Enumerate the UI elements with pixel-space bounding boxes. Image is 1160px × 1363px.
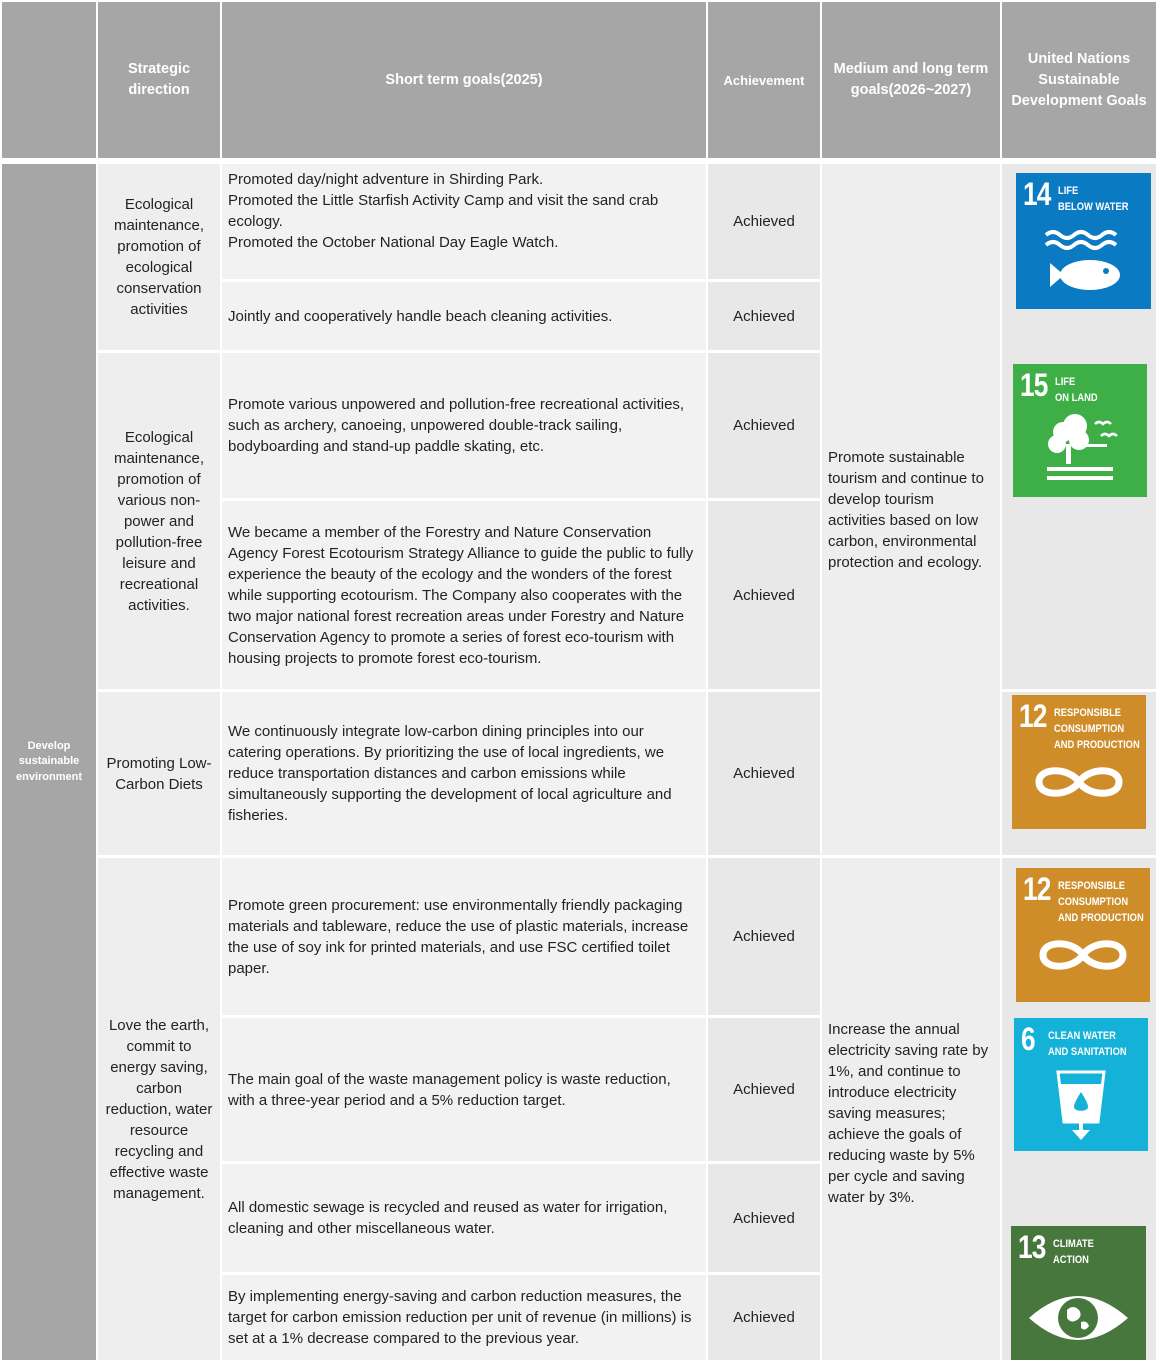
medium-long-term-goal: Increase the annual electricity saving rate by 1%, and continue to introduce electricity saving measures; achieve the goals of reducing waste by 5% per cycle and saving water by 3%. [822,858,1000,1360]
earth-eye-icon [1011,1226,1146,1360]
strategic-direction: Promoting Low-Carbon Diets [98,692,220,855]
sdg-number: 6 [1021,1021,1035,1057]
sdg-number: 14 [1023,176,1051,212]
sdg-number: 13 [1018,1229,1046,1265]
sdg-title: CLEAN WATER AND SANITATION [1048,1030,1127,1058]
achievement-status: Achieved [708,692,820,855]
short-term-goal: Promoted day/night adventure in Shirding Park. Promoted the Little Starfish Activity Camp and visit the sand crab ecology. Promoted the October National Day Eagle Watch. [222,164,706,279]
achievement-status: Achieved [708,1275,820,1360]
short-term-goal: Promote various unpowered and pollution-free recreational activities, such as archery, canoeing, unpowered double-track sailing, bodyboarding and stand-up paddle skating, etc. [222,353,706,498]
achievement-status: Achieved [708,353,820,498]
short-term-goal: By implementing energy-saving and carbon reduction measures, the target for carbon emission reduction per unit of revenue (in millions) is set at a 1% decrease compared to the previous year. [222,1275,706,1360]
section-label: Develop sustainable environment [2,164,96,1360]
sdg-number: 12 [1023,871,1051,907]
achievement-status: Achieved [708,164,820,279]
fish-icon [1016,173,1151,309]
sdg-number: 12 [1019,698,1047,734]
short-term-goal: All domestic sewage is recycled and reused as water for irrigation, cleaning and other miscellaneous water. [222,1164,706,1272]
strategic-direction: Love the earth, commit to energy saving, carbon reduction, water resource recycling and effective waste management. [98,858,220,1360]
sdg-title: RESPONSIBLE CONSUMPTION AND PRODUCTION [1054,707,1140,751]
achievement-status: Achieved [708,1018,820,1161]
medium-long-term-goal: Promote sustainable tourism and continue to develop tourism activities based on low carbon, environmental protection and ecology. [822,164,1000,855]
sdg-12-tile [1012,695,1146,829]
strategic-direction: Ecological maintenance, promotion of various non-power and pollution-free leisure and recreational activities. [98,353,220,689]
short-term-goal: Jointly and cooperatively handle beach cleaning activities. [222,282,706,350]
short-term-goal: The main goal of the waste management policy is waste reduction, with a three-year period and a 5% reduction target. [222,1018,706,1161]
sdg-title: RESPONSIBLE CONSUMPTION AND PRODUCTION [1058,880,1144,924]
tree-icon [1013,364,1147,497]
header-blank [2,2,96,158]
sdg-6-tile [1014,1018,1148,1151]
sdg-title: LIFE BELOW WATER [1058,185,1129,213]
header-medium-long-goals: Medium and long term goals(2026~2027) [822,2,1000,158]
sdg-title: LIFE ON LAND [1055,376,1098,404]
header-achievement: Achievement [708,2,820,158]
sdg-title: CLIMATE ACTION [1053,1238,1094,1266]
sdg-12-tile [1016,868,1150,1002]
short-term-goal: We became a member of the Forestry and Nature Conservation Agency Forest Ecotourism Strategy Alliance to guide the public to fully experience the beauty of the ecology and the wonders of the forest while supporting ecotourism. The Company also cooperates with the two major national forest recreation areas under Forestry and Nature Conservation Agency to promote a series of forest eco-tourism with housing projects to promote forest eco-tourism. [222,501,706,689]
short-term-goal: We continuously integrate low-carbon dining principles into our catering operations. By prioritizing the use of local ingredients, we reduce transportation distances and carbon emissions while simultaneously supporting the development of local agriculture and fisheries. [222,692,706,855]
short-term-goal: Promote green procurement: use environmentally friendly packaging materials and tableware, reduce the use of plastic materials, increase the use of soy ink for printed materials, and use FSC certified toilet paper. [222,858,706,1015]
strategic-direction: Ecological maintenance, promotion of ecological conservation activities [98,164,220,350]
achievement-status: Achieved [708,858,820,1015]
achievement-status: Achieved [708,282,820,350]
water-glass-icon [1014,1018,1148,1151]
sdg-14-tile [1016,173,1151,309]
achievement-status: Achieved [708,1164,820,1272]
achievement-status: Achieved [708,501,820,689]
sdg-15-tile [1013,364,1147,497]
header-short-term-goals: Short term goals(2025) [222,2,706,158]
infinity-icon [1016,868,1150,1002]
infinity-icon [1012,695,1146,829]
sdg-number: 15 [1020,367,1048,403]
header-strategic-direction: Strategic direction [98,2,220,158]
sdg-13-tile [1011,1226,1146,1360]
header-un-sdgs: United Nations Sustainable Development Goals [1002,2,1156,158]
